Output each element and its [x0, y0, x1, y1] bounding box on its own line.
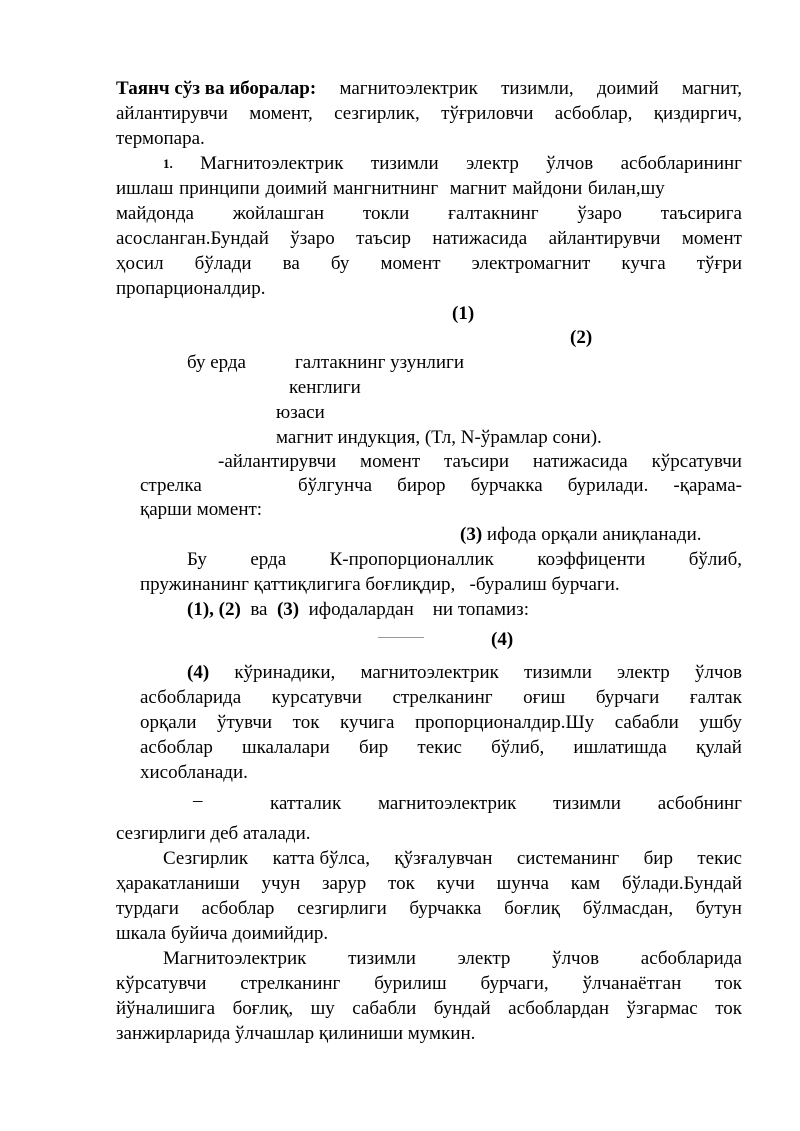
conclusion-line-1	[187, 661, 742, 685]
word: бирор	[397, 475, 446, 496]
word: шкалалари	[241, 737, 330, 758]
word: ғалтакнинг	[448, 203, 539, 224]
word: сезгирлиги	[297, 898, 387, 919]
word: қиздиргич,	[653, 103, 742, 124]
word: қўзғалувчан	[394, 848, 493, 869]
equation-2-number: (2)	[570, 327, 593, 348]
word: оғиш	[523, 687, 566, 708]
word: бурилади.	[567, 475, 649, 496]
word: бўлади.Бундай	[621, 873, 742, 894]
section1-line-6: пропарционалдир.	[116, 278, 266, 299]
word: мангнитнинг	[332, 178, 439, 199]
word: доимий	[265, 178, 328, 199]
sensitivity-dash: –	[193, 790, 203, 811]
para-dir-line-2	[116, 972, 742, 996]
word: кўринадики,	[234, 662, 336, 683]
word: асбоблар	[140, 737, 213, 758]
word: тизимли	[553, 793, 621, 814]
word: айлантирувчи	[116, 103, 228, 124]
word: доимий	[596, 78, 659, 99]
word: боғлиқ,	[232, 998, 294, 1019]
word: -қарама-	[673, 475, 742, 496]
torque-line-3: қарши момент:	[140, 499, 263, 520]
word: кучига	[340, 712, 395, 733]
word: асбоблар,	[554, 103, 633, 124]
word: системанинг	[516, 848, 620, 869]
word: жойлашган	[232, 203, 325, 224]
torque-line-2b	[298, 474, 742, 498]
keywords-heading: Таянч сўз ва иборалар:	[116, 78, 317, 99]
word: электр	[457, 948, 511, 969]
torque-line-1	[218, 450, 742, 474]
para-sens-line-4: шкала буйича доимийдир.	[116, 923, 329, 944]
word: момент	[681, 228, 742, 249]
derive-line	[187, 598, 529, 622]
conclusion-line-5: хисобланади.	[140, 762, 248, 783]
word: кўрсатувчи	[651, 451, 742, 472]
equation-3-text: ифода орқали аниқланади.	[486, 524, 702, 545]
word: натижасида	[432, 228, 528, 249]
equation-1-number: (1)	[452, 303, 475, 324]
word: текис	[417, 737, 462, 758]
word: ўзаро	[577, 203, 622, 224]
word: Магнитоэлектрик	[200, 153, 344, 174]
word: бўлиб,	[491, 737, 545, 758]
word: асбобларида	[640, 948, 742, 969]
word: тўғриловчи	[441, 103, 534, 124]
word: стрелканинг	[392, 687, 493, 708]
para-sens-line-1	[163, 847, 742, 871]
word: бўлади	[194, 253, 252, 274]
word: ҳаракатланиши	[116, 873, 240, 894]
word: тўғри	[696, 253, 742, 274]
word: ток	[388, 873, 415, 894]
word: К-пропорционаллик	[329, 549, 494, 570]
coefficient-line-2: пружинанинг қаттиқлигига боғлиқдир, -буралиш бурчаги.	[140, 574, 620, 595]
definition-length: галтакнинг узунлиги	[295, 352, 465, 373]
derive-refs-a: (1), (2)	[187, 599, 241, 620]
word: ток	[715, 973, 742, 994]
word: Сезгирлик	[163, 848, 249, 869]
word: ўлчов	[552, 948, 600, 969]
word: ўлчанаётган	[582, 973, 682, 994]
word: текис	[697, 848, 742, 869]
word: катта бўлса,	[272, 848, 370, 869]
word: магнитоэлектрик	[360, 662, 499, 683]
para-dir-line-4: занжирларида ўлчашлар қилиниши мумкин.	[116, 1023, 476, 1044]
fraction-bar	[378, 637, 424, 638]
word: тизимли	[348, 948, 416, 969]
word: ўтувчи	[217, 712, 273, 733]
word: ўлчов	[694, 662, 742, 683]
word: токли	[362, 203, 410, 224]
definition-width: кенглиги	[289, 377, 361, 398]
word: Бу	[187, 549, 207, 570]
word: кучга	[621, 253, 666, 274]
word: бўлгунча	[298, 475, 373, 496]
keywords-line-1	[116, 77, 742, 101]
word: электромагнит	[471, 253, 591, 274]
word: боғлиқ	[504, 898, 561, 919]
section1-line-3	[116, 202, 742, 226]
word: асбобнинг	[657, 793, 742, 814]
word: айлантирувчи	[548, 228, 661, 249]
para-sens-line-2	[116, 872, 742, 896]
word: пропорционалдир.Шу	[414, 712, 595, 733]
derive-text: ифодалардан ни топамиз:	[308, 599, 529, 620]
word: ишлаш	[116, 178, 174, 199]
sensitivity-line-2: сезгирлиги деб аталади.	[116, 823, 311, 844]
word: ушбу	[699, 712, 742, 733]
word: принципи	[179, 178, 260, 199]
word: бу	[330, 253, 350, 274]
word: таъсирига	[660, 203, 742, 224]
word: ўзгармас	[626, 998, 698, 1019]
word: бурчаги,	[480, 973, 549, 994]
derive-and: ва	[250, 599, 268, 620]
word: бир	[358, 737, 389, 758]
word: асбоблардан	[508, 998, 610, 1019]
word: тизимли,	[501, 78, 574, 99]
word: бурчаги	[595, 687, 660, 708]
word: ғалтак	[689, 687, 742, 708]
word: ток	[715, 998, 742, 1019]
word: натижасида	[532, 451, 628, 472]
word: ўзаро	[290, 228, 335, 249]
definition-induction: магнит индукция, (Тл, N-ўрамлар сони).	[276, 427, 602, 448]
word: момент,	[249, 103, 313, 124]
section1-line-2	[116, 177, 665, 201]
word: ва	[282, 253, 300, 274]
word: курсатувчи	[271, 687, 362, 708]
word: ўлчов	[546, 153, 594, 174]
word: сабабли	[614, 712, 679, 733]
word: электр	[617, 662, 670, 683]
para-sens-line-3	[116, 897, 742, 921]
word: шунча	[496, 873, 549, 894]
word: бутун	[695, 898, 742, 919]
word: момент	[360, 451, 421, 472]
word: учун	[261, 873, 301, 894]
word: тизимли	[524, 662, 592, 683]
word: момент	[380, 253, 441, 274]
sensitivity-line-1	[270, 792, 742, 816]
word: йўналишига	[116, 998, 216, 1019]
word: кам	[570, 873, 601, 894]
word: катталик	[270, 793, 342, 814]
word: бўлиб,	[688, 549, 742, 570]
word: бўлмасдан,	[582, 898, 674, 919]
word: орқали	[140, 712, 197, 733]
word: кўрсатувчи	[116, 973, 207, 994]
word: шу	[310, 998, 335, 1019]
word: асбобларининг	[620, 153, 742, 174]
word: таъсири	[443, 451, 510, 472]
section1-line-4	[116, 227, 742, 251]
section1-line-5	[116, 252, 742, 276]
word: магнитоэлектрик	[377, 793, 517, 814]
definition-here: бу ерда	[187, 352, 246, 373]
conclusion-line-4	[140, 736, 742, 760]
word: асосланган.Бундай	[116, 228, 269, 249]
word: коэффиценти	[537, 549, 646, 570]
word: бурчакка	[409, 898, 482, 919]
word: Магнитоэлектрик	[163, 948, 307, 969]
word: магнитоэлектрик	[339, 78, 478, 99]
word: магнит,	[681, 78, 742, 99]
keywords-line-3: термопара.	[116, 128, 205, 149]
word: майдонда	[116, 203, 194, 224]
word: майдони	[512, 178, 583, 199]
keywords-line-2	[116, 102, 742, 126]
word: магнит	[449, 178, 507, 199]
word: кучи	[436, 873, 475, 894]
conclusion-line-3	[140, 711, 742, 735]
definition-area: юзаси	[276, 402, 325, 423]
equation-4-number: (4)	[491, 629, 514, 650]
conclusion-line-2	[140, 686, 742, 710]
word: стрелканинг	[240, 973, 341, 994]
conclusion-ref: (4)	[187, 662, 210, 683]
equation-3-number: (3)	[460, 524, 483, 545]
word: таъсир	[356, 228, 411, 249]
word: ишлатишда	[573, 737, 667, 758]
word: сезгирлик,	[334, 103, 420, 124]
word: турдаги	[116, 898, 179, 919]
word: ҳосил	[116, 253, 164, 274]
word: тизимли	[370, 153, 439, 174]
word: бир	[643, 848, 673, 869]
para-dir-line-1	[163, 947, 742, 971]
para-dir-line-3	[116, 997, 742, 1021]
word: сабабли	[352, 998, 417, 1019]
word: ерда	[250, 549, 287, 570]
coefficient-line-1	[187, 548, 742, 572]
section1-line-1	[163, 152, 742, 176]
word: билан,шу	[587, 178, 665, 199]
word: бундай	[433, 998, 491, 1019]
derive-refs-b: (3)	[276, 599, 300, 620]
word: бурчакка	[470, 475, 543, 496]
word: бурилиш	[374, 973, 447, 994]
section-number: 1.	[163, 156, 173, 171]
word: зарур	[322, 873, 367, 894]
word: қулай	[695, 737, 742, 758]
torque-line-2a: стрелка	[140, 475, 202, 496]
word: ток	[292, 712, 320, 733]
word: асбобларида	[140, 687, 242, 708]
word: -айлантирувчи	[218, 451, 337, 472]
word: электр	[466, 153, 519, 174]
equation-3-line	[460, 523, 702, 547]
word: асбоблар	[201, 898, 275, 919]
